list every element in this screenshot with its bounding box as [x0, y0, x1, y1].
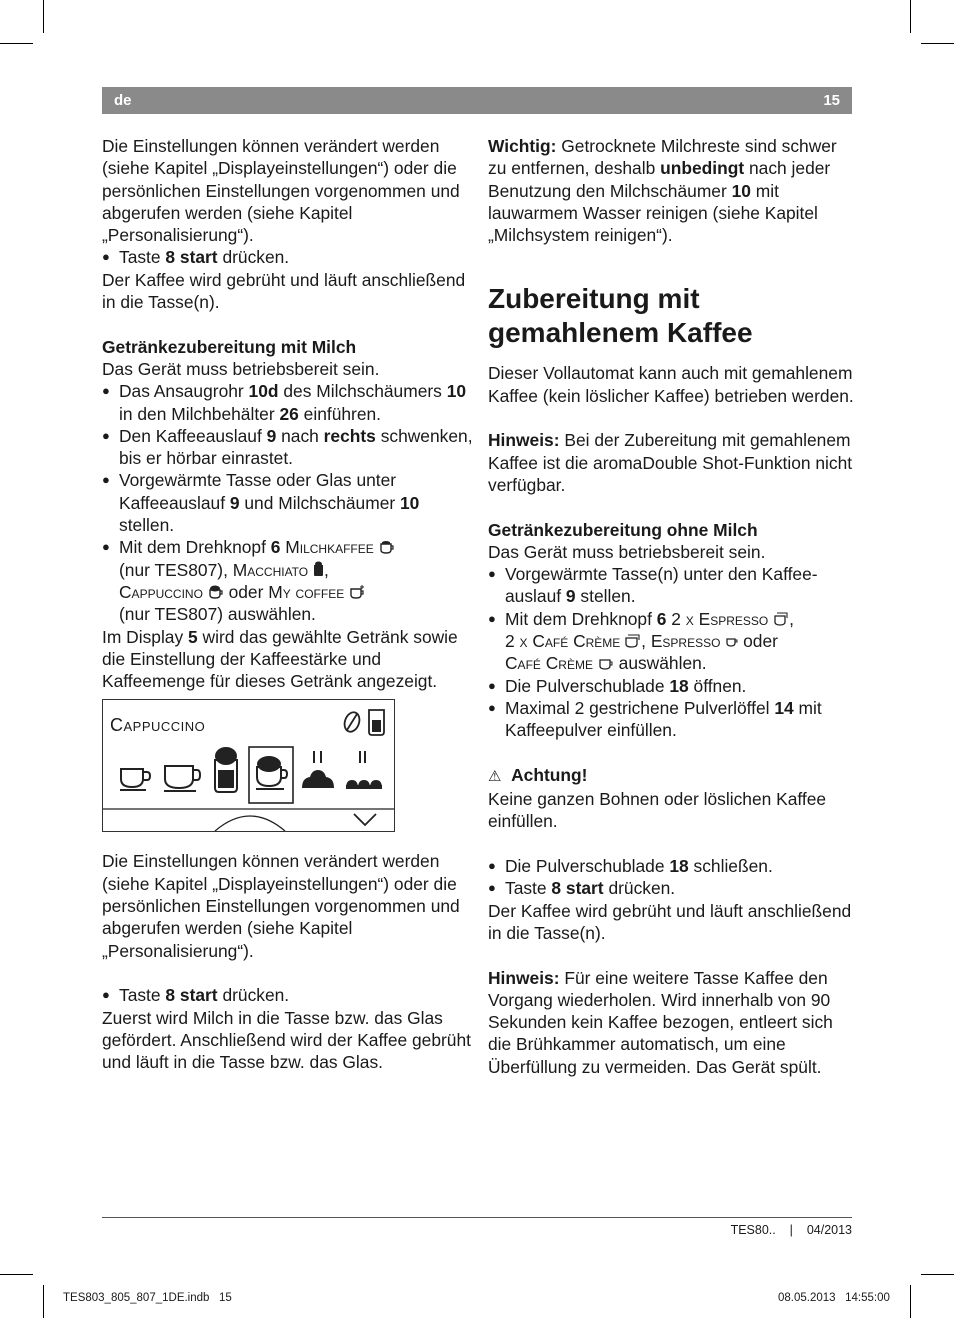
paragraph: Das Gerät muss betriebsbereit sein. — [488, 541, 766, 562]
espresso-cup-icon — [725, 634, 738, 648]
bullet-item: ● Vorgewärmte Tasse oder Glas unter Kaffeeauslauf 9 und Milchschäumer 10 stellen. — [102, 469, 474, 536]
my-coffee-cup-icon — [349, 585, 365, 599]
paragraph: Der Kaffee wird gebrüht und läuft anschließend in die Tasse(n). — [102, 269, 466, 313]
cappuccino-cup-icon — [208, 585, 224, 599]
print-slug-file: TES803_805_807_1DE.indb 15 — [63, 1292, 232, 1304]
bullet-item: ● Den Kaffeeauslauf 9 nach rechts schwenken, bis er hörbar einrastet. — [102, 425, 474, 470]
left-column — [102, 135, 474, 1073]
right-column — [488, 135, 856, 1078]
bullet-item: ● Mit dem Drehknopf 6 Milchkaffee (nur TES807), Macchiato , Cappuccino oder My coffee (nur TES807) auswählen. — [102, 536, 474, 625]
crop-mark — [43, 0, 44, 33]
crop-mark — [0, 43, 33, 44]
page-number: 15 — [823, 92, 840, 109]
crop-mark — [0, 1274, 33, 1275]
footer-rule — [102, 1217, 852, 1218]
bullet-item: ● Vorgewärmte Tasse(n) unter den Kaffeeauslauf 9 stellen. — [488, 563, 856, 608]
bullet-item: ● Das Ansaugrohr 10d des Milchschäumers 10 in den Milchbehälter 26 einführen. — [102, 380, 474, 425]
model-number: TES80.. — [730, 1223, 776, 1237]
milk-coffee-cup-icon — [379, 540, 395, 554]
glass-icon — [369, 710, 384, 735]
double-espresso-cup-icon — [773, 612, 789, 626]
paragraph: Der Kaffee wird gebrüht und läuft anschließend in die Tasse(n). — [488, 900, 852, 943]
warning-icon: ⚠ — [488, 767, 502, 785]
dial-arc — [215, 816, 285, 831]
latte-glass-icon — [215, 747, 237, 792]
display-title: Cappuccino — [110, 715, 206, 736]
crop-mark — [921, 43, 954, 44]
hint-note: Hinweis: Für eine weitere Tasse Kaffee den Vorgang wiederholen. Wird innerhalb von 90 Sekunden kein Kaffee bezogen, entleert sich die Brühkammer automatisch, um eine Überfüllung zu vermeiden. Das Gerät spült. — [488, 967, 833, 1077]
paragraph: Das Gerät muss betriebsbereit sein. — [102, 358, 380, 379]
bullet-item: ● Die Pulverschublade 18 öffnen. — [488, 675, 856, 697]
paragraph: Zuerst wird Milch in die Tasse bzw. das Glas gefördert. Anschließend wird der Kaffee gebrüht und läuft in die Tasse bzw. das Glas. — [102, 1007, 471, 1073]
paragraph: Im Display 5 wird das gewählte Getränk sowie die Einstellung der Kaffeestärke und Kaffeemenge für dieses Getränk angezeigt. — [102, 626, 458, 692]
print-slug-timestamp: 08.05.2013 14:55:00 — [778, 1292, 890, 1304]
warning-heading: ⚠ Achtung! — [488, 764, 588, 785]
coffee-machine-display — [102, 699, 395, 832]
bullet-item: ● Taste 8 start drücken. — [102, 246, 474, 268]
bullet-item: ● Die Pulverschublade 18 schließen. — [488, 855, 856, 877]
cappuccino-cup-icon — [256, 756, 287, 789]
section-heading: Getränkezubereitung ohne Milch — [488, 519, 758, 540]
display-graphics — [103, 700, 394, 831]
macchiato-glass-icon — [313, 561, 324, 577]
paragraph: Dieser Vollautomat kann auch mit gemahlenem Kaffee (kein löslicher Kaffee) betrieben werden. — [488, 363, 854, 406]
hint-note: Hinweis: Bei der Zubereitung mit gemahlenem Kaffee ist die aromaDouble Shot-Funktion nicht verfügbar. — [488, 430, 853, 495]
chapter-heading: Zubereitung mit gemahlenem Kaffee — [488, 283, 753, 349]
small-cup-icon — [120, 769, 150, 790]
warning-text: Keine ganzen Bohnen oder löslichen Kaffee einfüllen. — [488, 789, 827, 832]
bullet-item: ● Mit dem Drehknopf 6 2 x Espresso , 2 x Café Crème , Espresso oder Café Crème auswählen. — [488, 608, 856, 675]
double-cafe-creme-cup-icon — [625, 634, 641, 648]
paragraph: Die Einstellungen können verändert werden (siehe Kapitel „Displayeinstellungen“) oder die persönlichen Einstellungen vorgenommen und abgerufen werden (siehe Kapitel „Personalisierung“). — [102, 136, 460, 246]
important-note: Wichtig: Getrocknete Milchreste sind schwer zu entfernen, deshalb unbedingt nach jeder Benutzung den Milchschäumer 10 mit lauwarmem Wasser reinigen (siehe Kapitel „Milchsystem reinigen“). — [488, 136, 837, 246]
footer — [731, 1223, 852, 1237]
bullet-item: ● Taste 8 start drücken. — [488, 877, 856, 899]
cafe-creme-cup-icon — [598, 656, 614, 670]
footer-separator: | — [789, 1223, 793, 1237]
section-heading: Getränkezubereitung mit Milch — [102, 336, 357, 357]
language-code: de — [114, 92, 132, 109]
crop-mark — [921, 1274, 954, 1275]
bullet-item: ● Maximal 2 gestrichene Pulverlöffel 14 mit Kaffeepulver einfüllen. — [488, 697, 856, 742]
crop-mark — [910, 0, 911, 33]
bullet-item: ● Taste 8 start drücken. — [102, 984, 474, 1006]
paragraph: Die Einstellungen können verändert werden (siehe Kapitel „Displayeinstellungen“) oder die persönlichen Einstellungen vorgenommen und abgerufen werden (siehe Kapitel „Personalisierung“). — [102, 851, 460, 961]
footer-date: 04/2013 — [806, 1223, 852, 1237]
crop-mark — [43, 1285, 44, 1318]
medium-cup-icon — [164, 766, 200, 791]
milk-amount-icon — [302, 751, 334, 788]
chevron-down-icon — [354, 814, 376, 825]
crop-mark — [910, 1285, 911, 1318]
coffee-amount-icon — [346, 751, 382, 789]
page-header — [102, 87, 852, 114]
coffee-bean-icon — [342, 711, 362, 735]
